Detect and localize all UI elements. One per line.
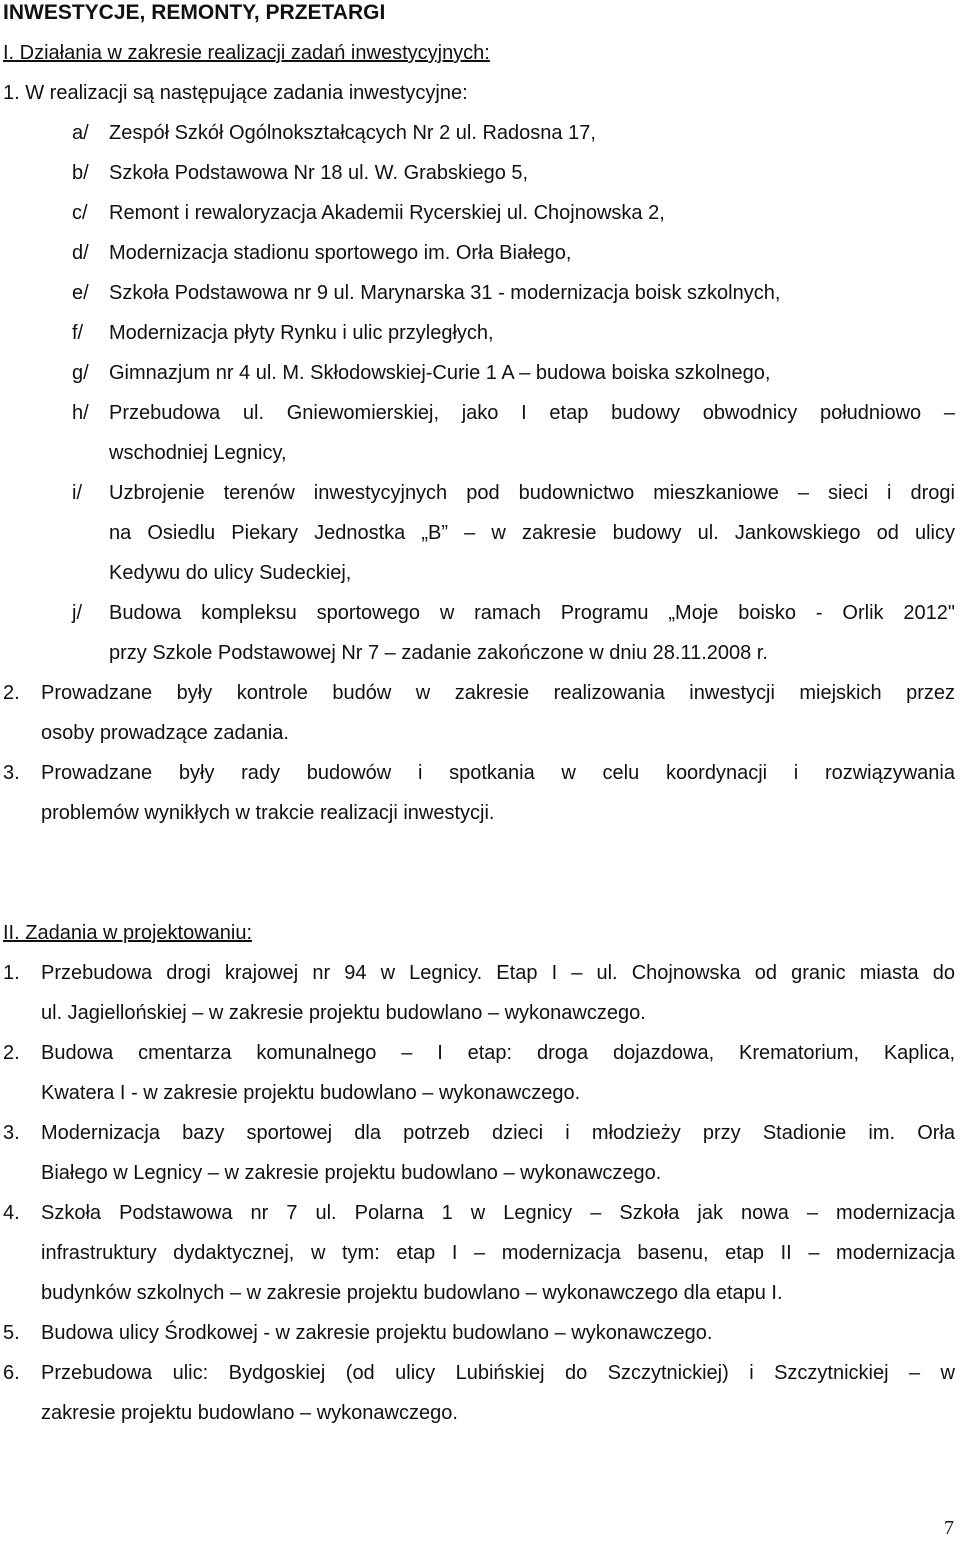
item-number: 5. <box>3 1322 20 1344</box>
subitem-text: Szkoła Podstawowa Nr 18 ul. W. Grabskiego 5, <box>109 162 529 184</box>
section-2-title: II. Zadania w projektowaniu: <box>3 922 253 944</box>
item-text: infrastruktury dydaktycznej, w tym: etap I – modernizacja basenu, etap II – modernizacja <box>41 1242 955 1264</box>
item-text: problemów wynikłych w trakcie realizacji inwestycji. <box>41 802 495 824</box>
item-number: 6. <box>3 1362 20 1384</box>
subitem-label: f/ <box>72 322 84 344</box>
item-text: Szkoła Podstawowa nr 7 ul. Polarna 1 w Legnicy – Szkoła jak nowa – modernizacja <box>41 1202 955 1224</box>
subitem-label: b/ <box>72 162 89 184</box>
subitem-text: Gimnazjum nr 4 ul. M. Skłodowskiej-Curie 1 A – budowa boiska szkolnego, <box>109 362 771 384</box>
item-text: Budowa ulicy Środkowej - w zakresie projektu budowlano – wykonawczego. <box>41 1322 713 1344</box>
item-number: 3. <box>3 1122 20 1144</box>
item-text: budynków szkolnych – w zakresie projektu budowlano – wykonawczego dla etapu I. <box>41 1282 783 1304</box>
subitem-label: h/ <box>72 402 89 424</box>
item-number: 3. <box>3 762 20 784</box>
subitem-label: e/ <box>72 282 89 304</box>
section-1-item-1-intro: 1. W realizacji są następujące zadania inwestycyjne: <box>3 82 468 104</box>
item-text: Prowadzane były kontrole budów w zakresie realizowania inwestycji miejskich przez <box>41 682 955 704</box>
subitem-label: a/ <box>72 122 89 144</box>
subitem-text: Modernizacja płyty Rynku i ulic przyległych, <box>109 322 494 344</box>
subitem-text: na Osiedlu Piekary Jednostka „B” – w zakresie budowy ul. Jankowskiego od ulicy <box>109 522 955 544</box>
subitem-text: przy Szkole Podstawowej Nr 7 – zadanie zakończone w dniu 28.11.2008 r. <box>109 642 768 664</box>
subitem-text: Szkoła Podstawowa nr 9 ul. Marynarska 31 - modernizacja boisk szkolnych, <box>109 282 781 304</box>
item-text: Modernizacja bazy sportowej dla potrzeb dzieci i młodzieży przy Stadionie im. Orła <box>41 1122 955 1144</box>
subitem-text: Uzbrojenie terenów inwestycyjnych pod budownictwo mieszkaniowe – sieci i drogi <box>109 482 955 504</box>
item-text: Przebudowa ulic: Bydgoskiej (od ulicy Lubińskiej do Szczytnickiej) i Szczytnickiej – w <box>41 1362 955 1384</box>
subitem-text: Przebudowa ul. Gniewomierskiej, jako I etap budowy obwodnicy południowo – <box>109 402 955 424</box>
subitem-label: c/ <box>72 202 88 224</box>
item-number: 1. <box>3 962 20 984</box>
item-text: zakresie projektu budowlano – wykonawczego. <box>41 1402 458 1424</box>
subitem-label: g/ <box>72 362 89 384</box>
subitem-text: Remont i rewaloryzacja Akademii Rycerskiej ul. Chojnowska 2, <box>109 202 665 224</box>
section-1-title: I. Działania w zakresie realizacji zadań inwestycyjnych: <box>3 42 490 64</box>
subitem-label: i/ <box>72 482 82 504</box>
page-number: 7 <box>944 1517 954 1539</box>
subitem-text: Zespół Szkół Ogólnokształcących Nr 2 ul. Radosna 17, <box>109 122 596 144</box>
subitem-label: j/ <box>72 602 82 624</box>
item-text: ul. Jagiellońskiej – w zakresie projektu budowlano – wykonawczego. <box>41 1002 646 1024</box>
item-text: Białego w Legnicy – w zakresie projektu budowlano – wykonawczego. <box>41 1162 662 1184</box>
subitem-text: Kedywu do ulicy Sudeckiej, <box>109 562 352 584</box>
item-text: Prowadzane były rady budowów i spotkania w celu koordynacji i rozwiązywania <box>41 762 955 784</box>
item-text: Budowa cmentarza komunalnego – I etap: droga dojazdowa, Krematorium, Kaplica, <box>41 1042 955 1064</box>
subitem-text: Budowa kompleksu sportowego w ramach Programu „Moje boisko - Orlik 2012" <box>109 602 955 624</box>
page-heading: INWESTYCJE, REMONTY, PRZETARGI <box>3 1 386 24</box>
item-number: 2. <box>3 682 20 704</box>
item-text: Kwatera I - w zakresie projektu budowlano – wykonawczego. <box>41 1082 581 1104</box>
item-number: 4. <box>3 1202 20 1224</box>
item-text: osoby prowadzące zadania. <box>41 722 289 744</box>
subitem-label: d/ <box>72 242 89 264</box>
subitem-text: Modernizacja stadionu sportowego im. Orła Białego, <box>109 242 572 264</box>
item-number: 2. <box>3 1042 20 1064</box>
item-text: Przebudowa drogi krajowej nr 94 w Legnicy. Etap I – ul. Chojnowska od granic miasta do <box>41 962 955 984</box>
subitem-text: wschodniej Legnicy, <box>109 442 287 464</box>
